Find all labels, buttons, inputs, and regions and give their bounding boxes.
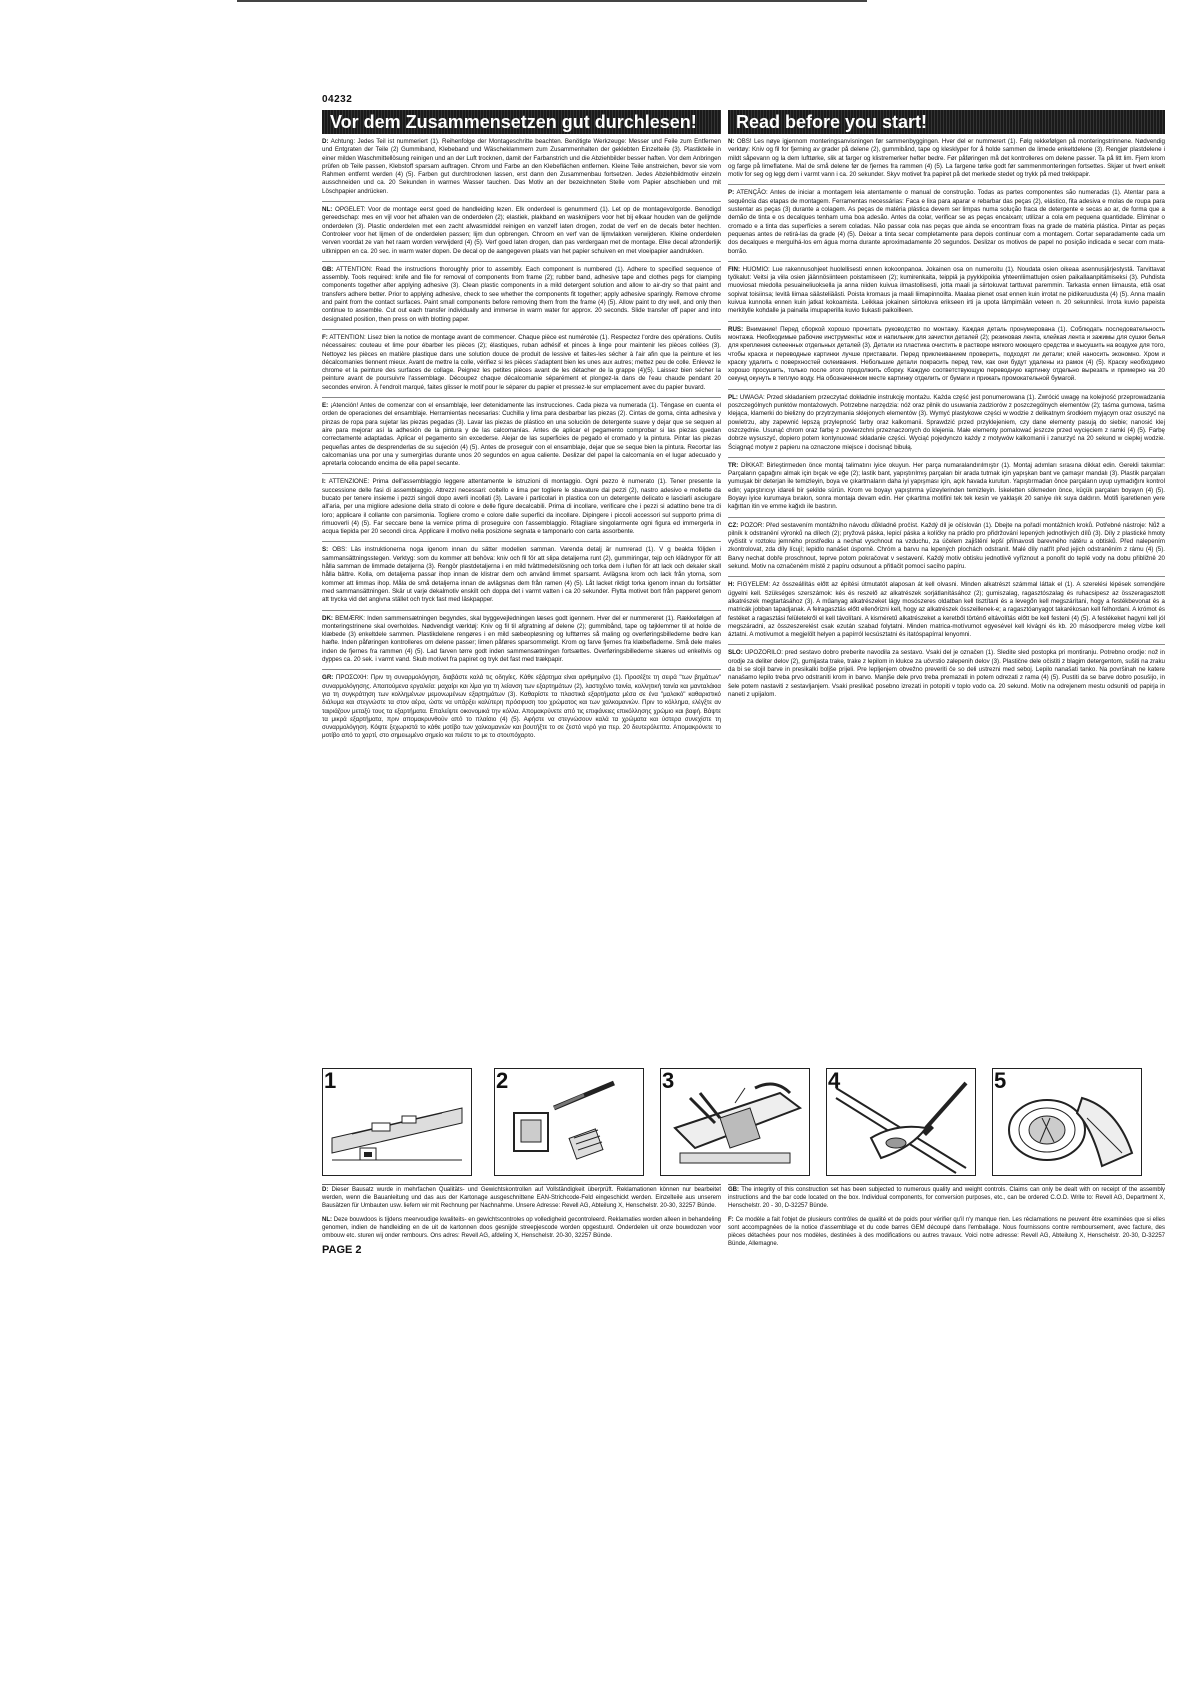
language-paragraph [728, 394, 1165, 452]
paragraph-text: UPOZORILO: pred sestavo dobro preberite navodila za sestavo. Vsaki del je označen (1). Sledite sled postopka pri montiranju. Potrebno orodje: nož in orodje za deliter delov (2), gumijasta trake, trake z lepilom in klukce za učvrstio zalepenih delov (3). Plastične dele očistiti z blagim detergentom, sušiti na zraku da bi se slojil barve in presikalki boljše prijeli. Pre lepljenjem obvežno preveriti če so deli ustrezni med seboj. Lepilo nanašati tanko. Na površinah ne katere nanašamo lepilo treba prvo odstraniti krom in barvo. Manjše dele prvo treba premazati in potem odrezati z rama (4) (5). Pustiti da se barve dobro posušijo, in šele potem nastaviti z sestavljanjem. Vsaki preslikač posebno izrezati in potopiti v toplo vodo ca. 20 sekund. Motiv na odrejenem mestu odsuniti od papirja in naneti z upijalom. [728, 649, 1165, 698]
paragraph-text: The integrity of this construction set has been subjected to numerous quality and weight controls. Claims can only be dealt with on receipt of the assembly instructions and the bar code located on the box. Individual components, for conversion purposes, etc., can be ordered C.O.D. Write to: Revell AG, Department X, Henschelstr. 20 - 30, D-32257 Bünde. [728, 1187, 1165, 1209]
figure-number: 3 [662, 1068, 675, 1093]
paragraph-text: ATENÇÃO: Antes de iniciar a montagem leia atentamente o manual de construção. Todas as partes componentes são numeradas (1). Atentar para a sequência das etapas de montagem. Ferramentas necessárias: Faca e lixa para aparar e rebarbar das peças (2), elástico, fita adesiva e molas de roupa para sustentar as peças (3) durante a colagem. As peças de matéria plástica devem ser limpas numa solução fraca de detergente e secas ao ar, de forma que a demão de tinta e os decalques tenham uma boa adesão. Antes da colar, verificar se as peças encaixam; utilizar a cola em pequena quantidade. Eliminar o cromado e a tinta das superfícies a serem coladas. Não passar cola nas peças que ainda se encontram fixas na grade de matéria plástica. Pintar as peças pequenas antes de retirá-las da grade (4) (5). Deixar a tinta secar completamente para depois continuar com a montagem. Cortar separadamente cada um dos decalques e mergulhá-los em água morna durante aproximadamente 20 segundos. Deslizar os motivos de papel no posição indicada e secar com mata-borrão. [728, 189, 1165, 255]
bottom-left-notes [322, 1186, 721, 1246]
paragraph-separator [322, 610, 721, 611]
paragraph-separator [728, 321, 1165, 322]
paragraph-text: ¡Atención! Antes de comenzar con el ensamblaje, leer detenidamente las instrucciones. Cada pieza va numerada (1). Téngase en cuenta el orden de operaciones del ensamblaje. Herramientas necesarias: Cuchilla y lima para desbarbar las piezas (2). Cintas de goma, cinta adhesiva y pinzas de ropa para sujetar las piezas pegadas (3). Lavar las piezas de plástico en una solución de detergente suave y dejar que se sequen al aire para mejorar así la adhesión de la pintura y de las calcomanías. Antes de aplicar el pegamento comprobar si las piezas quedan correctamente adaptadas. Aplicar el pegamento sin excederse. Alejar de las superficies de pegado el cromado y la pintura. Pintar las piezas pequeñas antes de desprenderlas de su sujeción (4) (5). Antes de proseguir con el ensamblaje, dejar que se seque bien la pintura. Recortar las calcomanías una por una y sumergirlas durante unos 20 segundos en agua caliente. Deslizar del papel la calcomanía en el lugar adecuado y apretarla colocando encima de ella papel secante. [322, 402, 721, 468]
bottom-divider-right [728, 1184, 1165, 1185]
decal-water-icon [992, 1068, 1142, 1176]
paragraph-separator [322, 201, 721, 202]
language-paragraph [728, 649, 1165, 699]
paragraph-text: Dieser Bausatz wurde in mehrfachen Qualitäts- und Gewichtskontrollen auf Vollständigkeit überprüft. Reklamationen können nur bearbeitet werden, wenn die Bauanleitung und das aus der Kartonage ausgeschnittene EAN-Strichcode-Feld eingeschickt werden. Einzelteile aus unserem Bausätzen für Umbauten usw. liefern wir mit Rechnung per Nachnahme. Unsere Adresse: Revell AG, Abteilung X, Henschelstr. 20-30, 32257 Bünde. [322, 1187, 722, 1209]
language-code: I: [322, 478, 326, 486]
language-code: RUS: [728, 325, 744, 333]
language-paragraph [322, 334, 721, 392]
language-paragraph [728, 462, 1165, 512]
language-paragraph [728, 581, 1165, 639]
assembly-figures [322, 1068, 1165, 1178]
figure-2 [494, 1068, 644, 1176]
left-text-column [322, 138, 721, 746]
paragraph-separator [728, 576, 1165, 577]
paragraph-separator [322, 397, 721, 398]
paragraph-text: Внимание! Перед сборкой хорошо прочитать руководство по монтажу. Каждая деталь пронумерована (1). Соблюдать последовательность монтажа. Необходимые рабочие инструменты: нож и напильник для зачистки деталей (2); резиновая лента, клейкая лента и зажимы для сушки белья для крепления склеенных отдельных деталей (3). Детали из пластика очистить в растворе мягкого моющего средства и высушить на воздухе для того, чтобы краска и переводные картинки лучше приставали. Перед приклеиванием проверить, подходят ли детали; клей наносить экономно. Хром и краску удалить с поверхностей склеивания. Небольшие детали покрасить перед тем, как они будут удалены из рамок (4) (5). Краску необходимо хорошо просушить, только после этого продолжить сборку. Каждую соответствующую переводную картинку отдельно вырезать и примерно на 20 секунд окунуть в теплую воду. На обозначенном месте картинку отделить от бумаги и прижать промокательной бумагой. [728, 325, 1165, 383]
paragraph-text: ATTENTION: Read the instructions thoroughly prior to assembly. Each component is numbered (1). Adhere to specified sequence of assembly. Tools required: knife and file for removal of components from frame (2); rubber band, adhesive tape and clothes pegs for clamping components together after applying adhesive (3). Clean plastic components in a mild detergent solution and allow to air-dry so that paint and transfers adhere better. Prior to applying adhesive, check to see whether the components fit together; apply adhesive sparingly. Remove chrome and paint from the contact surfaces. Paint small components before removing them from the frame (4) (5). Allow paint to dry well, and only then continue to assemble. Cut out each transfer individually and immerse in warm water for approx. 20 seconds. Slide transfer off paper and into designated position, then press on with blotting paper. [322, 265, 721, 323]
figure-number: 4 [828, 1068, 841, 1093]
figure-number: 5 [994, 1068, 1007, 1093]
paragraph-text: OPGELET: Voor de montage eerst goed de handleiding lezen. Elk onderdeel is genummerd (1). Let op de montagevolgorde. Benodigd gereedschap: mes en vijl voor het afhalen van de onderdelen (2); elastiek, plakband en wasknijpers voor het bij elkaar houden van de gelijmde onderdelen (3). Plastic onderdelen met een zacht afwasmiddel reinigen en vanzelf laten drogen, zodat de verf en de decals beter hechten. Controleer voor het lijmen of de onderdelen passen; lijm dun opbrengen. Chroom en verf van de lijmvlakken verwijderen. Kleine onderdelen verven voordat ze van het raam worden verwijderd (4) (5). Verf goed laten drogen, dan pas verdergaan met de montage. Elke decal afzonderlijk uitknippen en ca. 20 sec. in warm water dopen. De decal op de aangegeven plaats van het papier schuiven en met vloeipapier aandrukken. [322, 206, 721, 255]
paragraph-text: ATTENTION: Lisez bien la notice de montage avant de commencer. Chaque pièce est numérotée (1). Respectez l'ordre des opérations. Outils nécessaires: couteau et lime pour ébarber les pièces (2); élastiques, ruban adhésif et pinces à linge pour maintenir les pièces collées (3). Nettoyez les pièces en matière plastique dans une solution douce de produit de lessive et faites-les sécher à l'air afin que la peinture et les décalcomanies tiennent mieux. Avant de mettre la colle, vérifiez si les pièces s'adaptent bien les unes aux autres; mettez peu de colle. Enlevez le chrome et la peinture des surfaces de collage. Peignez les petites pièces avant de les détacher de la grappe (4)(5). Laissez bien sécher la peinture avant de poursuivre l'assemblage. Découpez chaque décalcomanie séparément et plongez-la dans de l'eau chaude pendant 20 secondes environ. À l'endroit marqué, faites glisser le motif pour le séparer du papier et pressez-le sur emplacement avec du papier buvard. [322, 333, 721, 391]
painting-brush-icon [826, 1068, 976, 1176]
figure-3 [660, 1068, 810, 1176]
language-code: E: [322, 402, 329, 410]
paragraph-text: ATTENZIONE: Prima dell'assemblaggio leggere attentamente le istruzioni di montaggio. Ogni pezzo è numerato (1). Tener presente la successione delle fasi di assemblaggio. Attrezzi necessari: coltello e lima per togliere le sbavature dai pezzi (2), nastro adesivo e mollette da bucato per tenere insieme i pezzi singoli dopo averli incollati (3). Lavare i particolari in plastica con un detergente delicato e lasciarli asciugare all'aria, per una migliore adesione della strato di colore e delle figure decalcabili. Prima di incollare, verificare che i pezzi si adattino bene tra di loro; applicare il collante con parsimonia. Togliere cromo e colore dalle superfici da incollare. Dipingere i piccoli accessori sul supporto prima di rimuoverli (4) (5). Far seccare bene la vernice prima di proseguire con l'assemblaggio. Ritagliare singolarmente ogni figura ed immergerla in acqua tiepida per 20 secondi circa. Applicare il motivo nella posizione segnata e tamponarlo con carta assorbente. [322, 478, 721, 536]
right-text-column [728, 138, 1165, 704]
header-german: Vor dem Zusammensetzen gut durchlesen! [322, 110, 721, 134]
paragraph-separator [728, 644, 1165, 645]
paragraph-separator [322, 261, 721, 262]
language-code: P: [728, 189, 735, 197]
paragraph-text: BEMÆRK: Inden sammensætningen begyndes, skal byggevejledningen læses godt igennem. Hver del er nummereret (1). Rækkefølgen af monteringstrinene skal overholdes. Nødvendigt værktøj: Kniv og fil til afgratning af delene (2); gummibånd, tape og tøjklemmer til at holde de klæbede (3) enkeltdele sammen. Plastikdelene rengøres i en mild sæbeopløsning og lufttørres så maling og overføringsbillederne bedre kan hæfte. Inden påføringen kontrolleres om delene passer; limen påføres sparsommeligt. Krom og farve fjernes fra klæbefladerne. Små dele males inden de fjernes fra rammen (4) (5). Lad farven tørre godt inden sammensætningen fortsættes. Overføringsbillederne skæres ud enkeltvis og dyppes ca. 20 sek. i varmt vand. Skub motivet fra papiret og tryk det fast med trækpapir. [322, 614, 721, 664]
language-code: N: [728, 138, 735, 145]
paragraph-separator [728, 184, 1165, 185]
parts-numbered-icon [322, 1068, 472, 1176]
figure-number: 2 [496, 1068, 509, 1093]
paragraph-separator [728, 517, 1165, 518]
paragraph-text: FIGYELEM: Az összeállítás előtt az építési útmutatót alaposan át kell olvasni. Minden alkatrészt számmal láttak el (1). A szerelési lépések sorrendjére ügyelni kell. Szükséges szerszámok: kés és reszelő az alkatrészek sorjátlanításához (2); gumiszalag, ragasztószalag és ruhacsipesz az összeragasztott alkatrészek megtartásához (3). A műanyag alkatrészeket lágy mosószeres oldatban kell tisztítani és a levegőn kell megszárítani, hogy a festékbevonat és a matricák jobban tapadjanak. A felragasztás előtt ellenőrizni kell, hogy az alkatrészek összeillenek-e; a ragasztóanyagot takarékosan kell felhordani. A krómot és festéket a ragasztási felületekről el kell távolítani. A kisméretű alkatrészeket a keretből történő eltávolítás előtt be kell festeni (4) (5). A festékeket hagyni kell jól megszáradni, az összeszerelést csak ezután szabad folytatni. Minden matrica-motívumot egyesével kell kivágni és kb. 20 másodpercre meleg vízbe kell áztatni. A motívumot a megjelölt helyen a papírról lecsúsztatni és itatóspapírral lenyomni. [728, 581, 1165, 639]
language-paragraph [322, 615, 721, 665]
figure-5 [992, 1068, 1142, 1176]
paragraph-separator [728, 457, 1165, 458]
header-english: Read before you start! [728, 110, 1165, 134]
language-code: PL: [728, 393, 738, 401]
language-code: D: [322, 138, 329, 145]
language-code: FIN: [728, 265, 741, 273]
language-code: TR: [728, 461, 739, 469]
language-paragraph [322, 1186, 721, 1210]
bottom-right-notes [728, 1186, 1165, 1254]
language-paragraph [728, 189, 1165, 255]
paragraph-text: Deze bouwdoos is tijdens meervoudige kwaliteits- en gewichtscontroles op volledigheid gecontroleerd. Reklamaties worden alleen in behandeling genomen, indien de handleiding en de uit de kartonnen doos gesnijde streepjescode worden opgestuurd. Onderdelen uit onze bouwdozen voor ombouw etc. sturen wij onder rembours. Ons adres: Revell AG, afdeling X, Henschelstr. 20-30, 32257 Bünde. [322, 1217, 722, 1239]
language-paragraph [728, 1186, 1165, 1210]
language-paragraph [322, 478, 721, 536]
language-paragraph [322, 402, 721, 468]
paragraph-text: Ce modèle a fait l'objet de plusieurs contrôles de qualité et de poids pour vérifier qu'il n'y manque rien. Les réclamations ne peuvent être examinées que si elles sont accompagnées de la notice d'assemblage et du code barres GEM découpé dans l'emballage. Nous fournissons contre remboursement, avec facture, des pièces détachées pour nos modèles, destinées à des modifications ou autres travaux. Voici notre adresse: Revell AG, Abteilung X, Henschelstr. 20-30, D-32257 Bünde, Allemagne. [728, 1217, 1165, 1247]
paragraph-separator [322, 541, 721, 542]
language-code: F: [322, 333, 328, 341]
language-code: NL: [322, 1217, 332, 1223]
language-paragraph [322, 546, 721, 604]
document-code: 04232 [322, 94, 353, 105]
language-code: GB: [728, 1187, 739, 1193]
paragraph-text: DİKKAT: Birleştirmeden önce montaj talimatını iyice okuyun. Her parça numaralandırılmıştır (1). Montaj adımları sırasına dikkat edin. Gerekli takımlar: Parçaların çapağını almak için bıçak ve eğe (2); lastik bant, yapıştırılmış parçaları bir arada tutmak için yapışkan bant ve çamaşır mandalı (3). Plastik parçaları yumuşak bir deterjan ile temizleyin, boya ve çıkartmaların daha iyi yapışması için, açık havada kurutun. Yapıştırmadan önce parçaların uyup uymadığını kontrol edin; yapıştırıcıyı idareli bir şekilde sürün. Krom ve boyayı yapıştırma yüzeylerinden temizleyin. İskeletten sökmeden önce, küçük parçaları boyayın (4) (5). Boyayı iyice kurumaya bırakın, sonra montaja devam edin. Her çıkartma motifini tek tek kesin ve yaklaşık 20 saniye ılık suya daldırın. Motifi işaretlenen yere kağıttan itin ve emme kağıdı ile bastırın. [728, 461, 1165, 511]
figure-1 [322, 1068, 472, 1176]
language-code: GB: [322, 265, 334, 273]
paragraph-text: Achtung: Jedes Teil ist nummeriert (1). Reihenfolge der Montageschritte beachten. Benötigte Werkzeuge: Messer und Feile zum Entfernen und Entgraten der Teile (2) Gummiband, Klebeband und Wäscheklammern zum Zusammenhalten der geklebten Einzelteile (3). Plastikteile in einer milden Waschmittellösung reinigen und an der Luft trocknen, damit der Farbanstrich und die Abziehbilder besser haften. Vor dem Anbringen prüfen ob Teile passen, Klebstoff sparsam auftragen. Chrom und Farbe an den Klebeflächen entfernen. Kleine Teile anstreichen, bevor sie vom Rahmen entfernt werden (4) (5). Farben gut durchtrocknen lassen, erst dann den Zusammenbau fortsetzen. Jedes Abziehbildmotiv einzeln ausschneiden und ca. 20 Sekunden in warmes Wasser tauchen. Das Motiv an der bezeichneten Stelle vom Papier abschieben und mit Löschpapier andrücken. [322, 138, 721, 195]
language-code: GR: [322, 674, 334, 682]
paragraph-text: ΠΡΟΣΟΧΗ: Πριν τη συναρμολόγηση, διαβάστε καλά τις οδηγίες. Κάθε εξάρτημα είναι αριθμημένο (1). Προσέξτε τη σειρά "των βημάτων" συναρμολόγησης. Απαιτούμενα εργαλεία: μαχαίρι και λίμα για τη λείανση των εξαρτημάτων (2), λαστιχένιο ταινία, κολλητική ταινία και μανταλάκια για τη συγκράτηση των κολλημένων μεμονωμένων εξαρτημάτων (3). Καθαρίστε τα πλαστικά εξαρτήματα μέσα σε ένα "μαλακό" καθαριστικό διάλυμα και στεγνώστε τα στον αέρα, ώστε να υπάρξει καλύτερη πρόσφυση του χρώματος και των χαλκομανιών. Πριν το κόλλημα, ελέγξτε αν ταιριάζουν μεταξύ τους τα εξαρτήματα. Επαλείψτε οικονομικά την κόλλα. Απομακρύνετε από τις επιφάνειες επικόλλησης χρώμιο και βαφή. Βάψτε τα μικρά εξαρτήματα, πριν απομακρυνθούν από το πλαίσιο (4) (5). Αφήστε να στεγνώσουν καλά τα χρώματα και ύστερα συνεχίστε τη συναρμολόγηση. Κόψτε ξεχωριστά το κάθε μοτίβο των χαλκομανιών και βουτήξτε το σε ζεστό νερό για περ. 20 δευτερόλεπτα. Απομακρύνετε το μοτίβο από το χαρτί, στο σημειωμένο σημείο και πιέστε το με το στουπόχαρτο. [322, 674, 721, 740]
paragraph-separator [322, 473, 721, 474]
language-code: DK: [322, 614, 333, 622]
language-code: S: [322, 546, 329, 554]
language-code: NL: [322, 206, 333, 214]
paragraph-separator [322, 329, 721, 330]
language-paragraph [322, 1216, 721, 1240]
paragraph-separator [322, 669, 721, 670]
language-code: F: [728, 1217, 734, 1223]
paragraph-text: OBS: Läs instruktionerna noga igenom innan du sätter modellen samman. Varenda detalj är numrerad (1). V g beakta följden i sammansättningsstegen. Verktyg: som du kommer att behöva: kniv och fil för att slipa detaljerna runt (2), gummiringar, tejp och klädnypor för att hålla samman de limmade detaljerna (3). Rengör plastdetaljerna i en mild tvättmedelslösning och torka dem i luften för att lack och dekaler skall hålla bättre. Kolla, om detaljerna passar ihop innan de klistrar dem och använd limmet sparsamt. Avlägsna krom och lack från ytorna, som kommer att limmas ihop. Måla de små detaljerna innan de avlägsnas dem från ramen (4) (5). Låt lacket riktigt torka igenom innan du fortsätter med sammansättningen. Skär ut varje dekalmotiv enskilt och doppa det i varmt vatten i ca 20 sekunder. Flytta motivet bort från papperet genom att trycka vid det angivna stället och tryck fast med läskpapper. [322, 546, 721, 604]
figure-4 [826, 1068, 976, 1176]
language-paragraph [322, 138, 721, 196]
language-code: H: [728, 581, 735, 589]
paragraph-text: UWAGA: Przed składaniem przeczytać dokładnie instrukcję montażu. Każda część jest ponumerowana (1). Zwrócić uwagę na kolejność przeprowadzania poszczególnych punktów montażowych. Potrzebne narzędzia: nóż oraz pilnik do usuwania zadziorów z poszczególnych elementów (2); taśma gumowa, taśma klejąca, klamerki do bielizny do przytrzymania sklejonych elementów (3). Wymyć plastykowe części w wodzie z delikatnym środkiem myjącym oraz osuszyć na powietrzu, aby zapewnić lepszą przylepność farby oraz kalkomanii. Sprawdzić przed przyklejeniem, czy dane elementy pasują do siebie; nanosić klej oszczędnie. Usunąć chrom oraz farbę z powierzchni przeznaczonych do klejenia. Małe elementy pomalować jeszcze przed wycięciem z ramki (4) (5). Farbę dobrze wysuszyć, dopiero potem kontynuować składanie części. Wyciąć pojedynczo każdy z motywów kalkomanii i zanurzyć na 20 sekund w ciepłej wodzie. Ściągnąć motyw z papieru na oznaczone miejsce i docisnąć bibułą. [728, 393, 1165, 451]
paragraph-text: HUOMIO: Lue rakennusohjeet huolellisesti ennen kokoonpanoa. Jokainen osa on numeroitu (1). Noudata osien oikeaa asennusjärjestystä. Tarvittavat työkalut: Veitsi ja viila osien jäännösiinteen poistamiseen (2); kumirenkaita, teippiä ja pyykkipoikia yhteenliimattujen osien paikallaanpitämiseksi (3). Puhdista muoviosat miedolla pesuaineliuoksella ja anna niiden kuivua ilmastollisesti, jotta maali ja siirtokuvat tarttuvat paremmin. Tarkasta ennen liimausta, että osat sopivat toisiinsa; levitä liimaa säästeliäästi. Poista kromaus ja maali liimapinnoilta. Maalaa pienet osat ennen kuin irrotat ne pidikeruudusta (4) (5). Anna maalin kuivua kunnolla ennen kuin jatkat kokoamista. Leikkaa jokainen siirtokuva erikseen irti ja upota lämpimään veteen n. 20 sekunniksi. Irrota kuvio papeista merkitylle kohdalle ja painalla imupaperilla kuvio tiukasti paikoilleen. [728, 265, 1165, 315]
language-code: CZ: [728, 521, 739, 529]
language-paragraph [728, 138, 1165, 179]
language-paragraph [322, 266, 721, 324]
paragraph-separator [728, 261, 1165, 262]
paragraph-separator [728, 389, 1165, 390]
language-code: D: [322, 1187, 329, 1193]
language-paragraph [728, 1216, 1165, 1248]
paragraph-text: OBS! Les nøye igjennom monteringsanvisningen før sammenbyggingen. Hver del er nummerert (1). Følg rekkefølgen på monteringstrinnene. Nødvendig verktøy: Kniv og fil for fjerning av grader på delene (2), gummibånd, tape og klesklyper for å holde sammen de limede enkeltdelene (3). Rengjør plastdelene i mildt såpevann og la dem lufttørke, slik at farger og klistremerker hefter bedre. Før påføringen må det kontrolleres om delene passer. Ta på litt lim. Fjern krom og farge på limeflatene. Mal de små delene før de fjernes fra rammen (4) (5). La fargene tørke godt før sammenmonteringen fortsettes. Skjær ut hvert enkelt motiv for seg og legg dem i varmt vann i ca. 20 sekunder. Skyv motivet fra papiret på det merkede stedet og trykk på med trekkpapir. [728, 138, 1165, 179]
language-paragraph [728, 326, 1165, 384]
paragraph-text: POZOR: Před sestavením montážního návodu důkladně pročíst. Každý díl je očíslován (1). Dbejte na pořadí montážních kroků. Potřebné nástroje: Nůž a pilník k odstranění výronků na dílech (2); pryžová páska, lepicí páska a kolíčky na prádlo pro přidržování lepených jednotlivých dílů (3). Díly z plastické hmoty vyčistit v roztoku jemného prostředku a nechat vyschnout na vzduchu, za účelem zajištění lepší přilnavosti barevného nátěru a obtisků. Před nalepením zkontrolovat, zda díly lícují; lepidlo nanášet úsporně. Chróm a barvu na lepených plochách odstranit. Malé díly natřít před jejich odstraněním z rámu (4) (5). Barvy nechat dobře proschnout, teprve potom pokračovat v sestavení. Každý motiv obtisku jednotlivě vyříznout a ponořit do teplé vody na dobu přibližně 20 sekund. Motiv na označeném místě z papíru odsunout a přitlačit pomocí sacího papíru. [728, 521, 1165, 571]
language-code: SLO: [728, 649, 743, 657]
language-paragraph [728, 522, 1165, 572]
language-paragraph [728, 266, 1165, 316]
language-paragraph [322, 674, 721, 740]
language-paragraph [322, 206, 721, 256]
bottom-divider-left [322, 1184, 721, 1185]
page-number: PAGE 2 [322, 1244, 362, 1256]
top-border-line [237, 0, 867, 2]
clamped-parts-icon [660, 1068, 810, 1176]
knife-file-tools-icon [494, 1068, 644, 1176]
figure-number: 1 [324, 1068, 337, 1093]
